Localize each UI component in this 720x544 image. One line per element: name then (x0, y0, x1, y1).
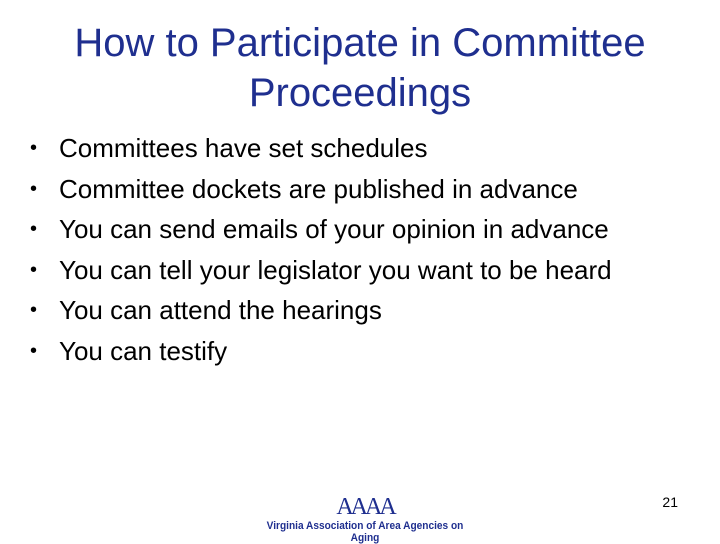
slide-title: How to Participate in Committee Proceedings (74, 21, 646, 115)
bullet-text: You can testify (59, 335, 228, 366)
bullet-text: Committee dockets are published in advance (59, 173, 578, 204)
bullet-icon: • (30, 137, 38, 159)
bullet-text: You can tell your legislator you want to be heard (59, 254, 612, 285)
page-number: 21 (662, 494, 678, 510)
bullet-icon: • (30, 218, 38, 241)
logo-mark-icon: AAAA (336, 494, 394, 520)
bullet-item (26, 169, 706, 210)
bullet-icon: • (30, 299, 38, 322)
bullet-icon: • (30, 258, 38, 281)
bullet-item (26, 209, 706, 250)
bullet-text: You can attend the hearings (59, 295, 382, 326)
organization-logo (250, 494, 480, 544)
bullet-item (26, 128, 706, 169)
bullet-icon: • (30, 177, 38, 200)
bullet-text: Committees have set schedules (59, 133, 428, 163)
bullet-item (26, 290, 706, 331)
bullet-item (26, 331, 706, 372)
logo-text: Virginia Association of Area Agencies on Aging (266, 520, 464, 544)
bullet-icon: • (30, 339, 38, 362)
bullet-text: You can send emails of your opinion in advance (59, 214, 609, 245)
bullet-list (26, 128, 706, 372)
bullet-item (26, 250, 706, 291)
